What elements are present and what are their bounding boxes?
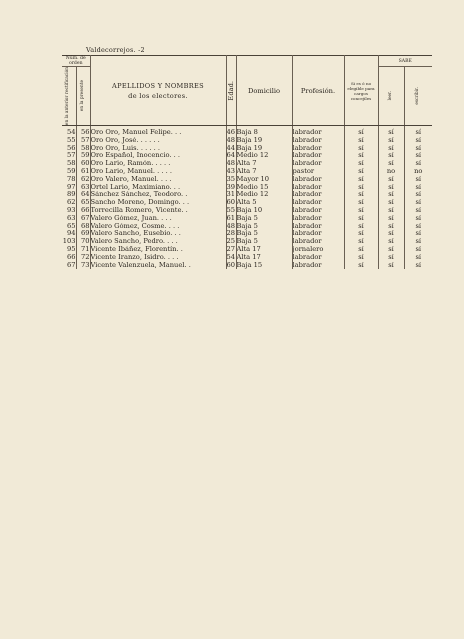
row-domicile: Baja 5 <box>236 230 292 238</box>
row-eligible: sí <box>344 215 378 223</box>
census-rows <box>62 126 432 270</box>
page-header: Valdecorrejos. -2 <box>86 46 145 54</box>
row-name: Valero Sancho, Pedro. . . . <box>90 238 226 246</box>
row-age: 61 <box>226 214 236 222</box>
row-knows-read: sí <box>378 238 404 246</box>
table-row <box>62 145 432 153</box>
row-domicile: Alta 7 <box>236 160 292 168</box>
row-knows-write: sí <box>415 136 422 144</box>
row-name: Sancho Moreno, Domingo. . . <box>90 199 226 207</box>
row-name: Valero Gómez, Juan. . . . <box>90 215 226 223</box>
row-eligible: sí <box>344 137 378 145</box>
row-num-current: 56 <box>76 126 90 137</box>
row-name: Oro Oro, Manuel Felipe. . . <box>90 126 226 137</box>
table-row <box>62 168 432 176</box>
row-name: Valero Gómez, Cosme. . . . <box>90 223 226 231</box>
row-profession: labrador <box>292 184 344 192</box>
row-profession: labrador <box>292 176 344 184</box>
row-knows-write: sí <box>415 175 422 183</box>
age-header <box>226 56 236 126</box>
row-num-current: 68 <box>76 223 90 231</box>
row-eligible: sí <box>344 254 378 262</box>
table-row <box>62 191 432 199</box>
row-age: 48 <box>226 222 236 230</box>
row-num-previous: 62 <box>62 199 76 207</box>
row-num-previous: 97 <box>62 184 76 192</box>
row-age: 44 <box>226 144 236 152</box>
row-knows-read: sí <box>378 223 404 231</box>
row-age: 39 <box>226 183 236 191</box>
table-row <box>62 176 432 184</box>
row-profession: labrador <box>292 137 344 145</box>
row-knows-read: sí <box>378 126 404 137</box>
row-name: Oro Lario, Manuel. . . . . <box>90 168 226 176</box>
row-num-previous: 63 <box>62 215 76 223</box>
num-order-group-header: Núm. de orden <box>62 56 90 67</box>
row-name: Oro Oro, Luis. . . . . . <box>90 145 226 153</box>
row-knows-read: sí <box>378 215 404 223</box>
row-name: Ortel Lario, Maximiano. . . <box>90 184 226 192</box>
row-knows-write: sí <box>415 238 422 246</box>
row-profession: labrador <box>292 215 344 223</box>
table-row <box>62 152 432 160</box>
row-num-previous: 67 <box>62 262 76 270</box>
row-name: Oro Valero, Manuel. . . . <box>90 176 226 184</box>
row-eligible: sí <box>344 230 378 238</box>
row-num-previous: 89 <box>62 191 76 199</box>
table-row <box>62 137 432 145</box>
eligible-header-label: Si es ó no elegible para cargos concejiles <box>347 80 375 101</box>
row-num-current: 57 <box>76 137 90 145</box>
row-domicile: Mayor 10 <box>236 176 292 184</box>
row-num-previous: 56 <box>62 145 76 153</box>
table-row <box>62 246 432 254</box>
row-knows-write: no <box>414 168 423 176</box>
row-name: Oro Español, Inocencio. . . <box>90 152 226 160</box>
names-header <box>90 56 226 126</box>
table-row <box>62 254 432 262</box>
row-knows-write: sí <box>415 253 422 261</box>
table-row <box>62 238 432 246</box>
row-profession: labrador <box>292 238 344 246</box>
row-eligible: sí <box>344 126 378 137</box>
row-num-previous: 55 <box>62 137 76 145</box>
row-num-previous: 58 <box>62 160 76 168</box>
row-knows-read: sí <box>378 184 404 192</box>
row-knows-write: sí <box>415 222 422 230</box>
row-num-current: 69 <box>76 230 90 238</box>
row-knows-write: sí <box>415 191 422 199</box>
row-num-previous: 93 <box>62 207 76 215</box>
row-eligible: sí <box>344 262 378 270</box>
row-num-previous: 95 <box>62 246 76 254</box>
row-name: Valero Sancho, Eusebio. . . <box>90 230 226 238</box>
row-domicile: Alta 5 <box>236 199 292 207</box>
row-profession: labrador <box>292 230 344 238</box>
row-eligible: sí <box>344 176 378 184</box>
row-profession: labrador <box>292 160 344 168</box>
row-profession: labrador <box>292 199 344 207</box>
row-num-previous: 66 <box>62 254 76 262</box>
row-num-current: 64 <box>76 191 90 199</box>
row-name: Vicente Valenzuela, Manuel. . <box>90 262 226 270</box>
row-eligible: sí <box>344 207 378 215</box>
age-header-label: Edad. <box>226 80 235 101</box>
row-age: 60 <box>226 199 236 207</box>
row-age: 25 <box>226 238 236 246</box>
census-table <box>62 55 432 269</box>
row-domicile: Medio 15 <box>236 184 292 192</box>
row-knows-write: sí <box>415 152 422 160</box>
row-age: 48 <box>226 136 236 144</box>
row-domicile: Medio 12 <box>236 152 292 160</box>
row-profession: labrador <box>292 145 344 153</box>
num-current-label: en la presente <box>79 80 85 112</box>
row-age: 35 <box>226 175 236 183</box>
row-eligible: sí <box>344 223 378 231</box>
row-knows-read: sí <box>378 262 404 270</box>
knows-group-header: SABE <box>378 56 432 67</box>
row-name: Sánchez Sánchez, Teodoro. . <box>90 191 226 199</box>
row-knows-write: sí <box>415 214 422 222</box>
table-row <box>62 126 432 137</box>
row-num-previous: 103 <box>62 238 76 246</box>
row-num-current: 60 <box>76 160 90 168</box>
row-num-previous: 59 <box>62 168 76 176</box>
row-num-current: 62 <box>76 176 90 184</box>
row-num-current: 73 <box>76 262 90 270</box>
row-eligible: sí <box>344 199 378 207</box>
table-row <box>62 262 432 270</box>
row-eligible: sí <box>344 160 378 168</box>
row-num-current: 71 <box>76 246 90 254</box>
row-knows-read: sí <box>378 199 404 207</box>
row-knows-read: sí <box>378 137 404 145</box>
names-header-line1: APELLIDOS Y NOMBRES <box>112 81 204 90</box>
row-domicile: Baja 8 <box>236 126 292 137</box>
row-profession: labrador <box>292 262 344 270</box>
table-row <box>62 230 432 238</box>
row-knows-write: sí <box>415 128 422 137</box>
row-age: 28 <box>226 230 236 238</box>
row-eligible: sí <box>344 168 378 176</box>
row-domicile: Baja 5 <box>236 215 292 223</box>
row-domicile: Baja 5 <box>236 238 292 246</box>
row-num-previous: 54 <box>62 126 76 137</box>
row-age: 54 <box>226 253 236 261</box>
row-age: 46 <box>226 126 236 137</box>
row-domicile: Baja 10 <box>236 207 292 215</box>
table-row <box>62 184 432 192</box>
row-age: 27 <box>226 246 236 254</box>
row-domicile: Baja 15 <box>236 262 292 270</box>
row-knows-read: sí <box>378 207 404 215</box>
row-profession: labrador <box>292 152 344 160</box>
knows-read-header <box>378 67 404 126</box>
row-domicile: Alta 7 <box>236 168 292 176</box>
row-age: 48 <box>226 160 236 168</box>
row-knows-read: sí <box>378 176 404 184</box>
row-name: Torrecilla Romero, Vicente. . <box>90 207 226 215</box>
row-name: Oro Oro, José. . . . . . <box>90 137 226 145</box>
row-knows-read: sí <box>378 152 404 160</box>
row-eligible: sí <box>344 191 378 199</box>
row-profession: labrador <box>292 254 344 262</box>
row-name: Oro Lario, Ramón. . . . . <box>90 160 226 168</box>
row-domicile: Baja 19 <box>236 137 292 145</box>
row-profession: labrador <box>292 191 344 199</box>
row-knows-write: sí <box>415 199 422 207</box>
row-knows-write: sí <box>415 183 422 191</box>
row-num-current: 66 <box>76 207 90 215</box>
row-domicile: Medio 12 <box>236 191 292 199</box>
row-num-current: 58 <box>76 145 90 153</box>
num-previous-label: en la anterior rectificación <box>65 67 71 126</box>
row-eligible: sí <box>344 238 378 246</box>
row-num-current: 70 <box>76 238 90 246</box>
knows-read-label: leer. <box>387 91 393 101</box>
table-row <box>62 207 432 215</box>
row-num-current: 61 <box>76 168 90 176</box>
row-profession: labrador <box>292 126 344 137</box>
row-knows-read: no <box>378 168 404 176</box>
num-current-header <box>76 67 90 126</box>
row-domicile: Alta 17 <box>236 246 292 254</box>
row-knows-write: sí <box>415 207 422 215</box>
row-age: 64 <box>226 152 236 160</box>
num-previous-header <box>62 67 76 126</box>
row-num-previous: 78 <box>62 176 76 184</box>
table-row <box>62 199 432 207</box>
row-knows-write: sí <box>415 230 422 238</box>
row-num-previous: 65 <box>62 223 76 231</box>
row-eligible: sí <box>344 184 378 192</box>
row-num-previous: 94 <box>62 230 76 238</box>
row-knows-write: sí <box>415 261 422 269</box>
row-age: 43 <box>226 168 236 176</box>
row-name: Vicente Iranzo, Isidro. . . . <box>90 254 226 262</box>
row-domicile: Alta 17 <box>236 254 292 262</box>
row-num-current: 72 <box>76 254 90 262</box>
row-knows-write: sí <box>415 160 422 168</box>
row-eligible: sí <box>344 145 378 153</box>
row-knows-write: sí <box>415 144 422 152</box>
row-profession: jornalero <box>292 246 344 254</box>
table-row <box>62 215 432 223</box>
row-num-current: 67 <box>76 215 90 223</box>
row-knows-read: sí <box>378 254 404 262</box>
domicile-header: Domicilio <box>236 56 292 126</box>
row-knows-read: sí <box>378 160 404 168</box>
row-num-previous: 57 <box>62 152 76 160</box>
row-name: Vicente Ibáñez, Florentín. . <box>90 246 226 254</box>
row-profession: labrador <box>292 207 344 215</box>
table-row <box>62 223 432 231</box>
table-row <box>62 160 432 168</box>
row-domicile: Baja 5 <box>236 223 292 231</box>
row-profession: labrador <box>292 223 344 231</box>
row-knows-write: sí <box>415 246 422 254</box>
census-table-container <box>62 55 432 269</box>
row-knows-read: sí <box>378 191 404 199</box>
row-domicile: Baja 19 <box>236 145 292 153</box>
knows-write-header <box>404 67 432 126</box>
knows-write-label: escribir. <box>414 87 420 105</box>
row-age: 55 <box>226 207 236 215</box>
row-num-current: 65 <box>76 199 90 207</box>
row-age: 31 <box>226 191 236 199</box>
names-header-line2: de los electores. <box>128 91 188 100</box>
eligible-header <box>344 56 378 126</box>
row-eligible: sí <box>344 152 378 160</box>
row-num-current: 59 <box>76 152 90 160</box>
row-knows-read: sí <box>378 246 404 254</box>
row-age: 60 <box>226 261 236 269</box>
row-num-current: 63 <box>76 184 90 192</box>
row-eligible: sí <box>344 246 378 254</box>
row-knows-read: sí <box>378 230 404 238</box>
profession-header: Profesión. <box>292 56 344 126</box>
row-profession: pastor <box>292 168 344 176</box>
row-knows-read: sí <box>378 145 404 153</box>
